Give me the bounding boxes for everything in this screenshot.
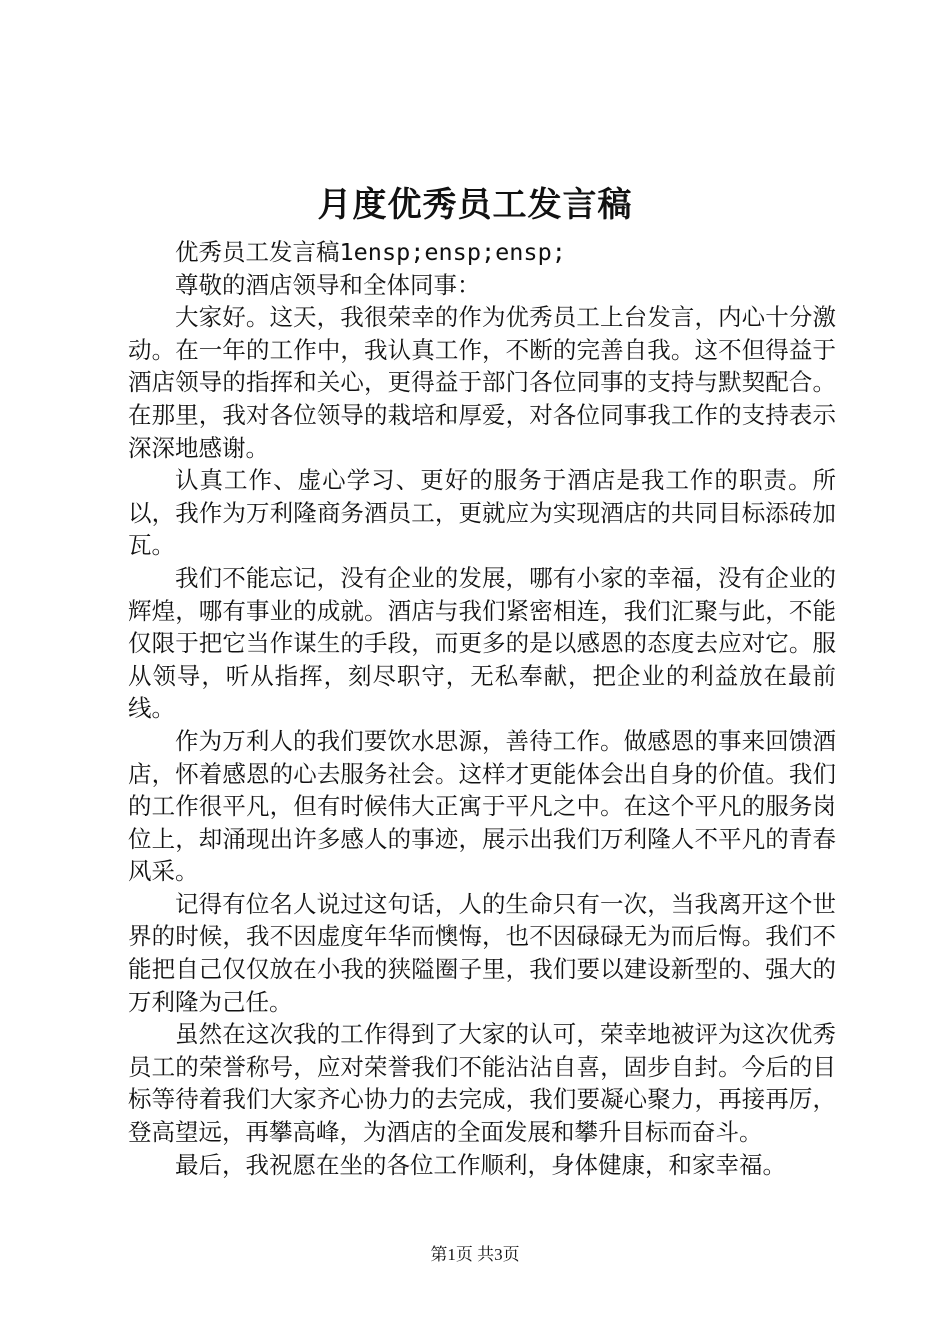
paragraph-header: 优秀员工发言稿1ensp;ensp;ensp; (175, 238, 566, 266)
paragraph-4: 作为万利人的我们要饮水思源，善待工作。做感恩的事来回馈酒店，怀着感恩的心去服务社会。这样才更能体会出自身的价值。我们的工作很平凡，但有时候伟大正寓于平凡之中。在这个平凡的服务岗位上，却涌现出许多感人的事迹，展示出我们万利隆人不平凡的青春风采。 (128, 726, 836, 886)
paragraph-closing: 最后，我祝愿在坐的各位工作顺利，身体健康，和家幸福。 (175, 1150, 786, 1179)
page-number-footer: 第1页 共3页 (430, 1245, 520, 1264)
paragraph-2: 认真工作、虚心学习、更好的服务于酒店是我工作的职责。所以，我作为万利隆商务酒员工，更就应为实现酒店的共同目标添砖加瓦。 (128, 466, 836, 560)
document-body (128, 236, 836, 1181)
document-title: 月度优秀员工发言稿 (317, 185, 633, 225)
paragraph-salutation: 尊敬的酒店领导和全体同事： (175, 270, 481, 299)
paragraph-3: 我们不能忘记，没有企业的发展，哪有小家的幸福，没有企业的辉煌，哪有事业的成就。酒店与我们紧密相连，我们汇聚与此，不能仅限于把它当作谋生的手段，而更多的是以感恩的态度去应对它。服从领导，听从指挥，刻尽职守，无私奉献，把企业的利益放在最前线。 (128, 563, 836, 723)
paragraph-5: 记得有位名人说过这句话，人的生命只有一次，当我离开这个世界的时候，我不因虚度年华而懊悔，也不因碌碌无为而后悔。我们不能把自己仅仅放在小我的狭隘圈子里，我们要以建设新型的、强大的万利隆为己任。 (128, 889, 836, 1016)
paragraph-6: 虽然在这次我的工作得到了大家的认可，荣幸地被评为这次优秀员工的荣誉称号，应对荣誉我们不能沾沾自喜，固步自封。今后的目标等待着我们大家齐心协力的去完成，我们要凝心聚力，再接再厉，登高望远，再攀高峰，为酒店的全面发展和攀升目标而奋斗。 (128, 1020, 836, 1147)
paragraph-1: 大家好。这天，我很荣幸的作为优秀员工上台发言，内心十分激动。在一年的工作中，我认真工作，不断的完善自我。这不但得益于酒店领导的指挥和关心，更得益于部门各位同事的支持与默契配合。在那里，我对各位领导的栽培和厚爱，对各位同事我工作的支持表示深深地感谢。 (128, 303, 836, 462)
